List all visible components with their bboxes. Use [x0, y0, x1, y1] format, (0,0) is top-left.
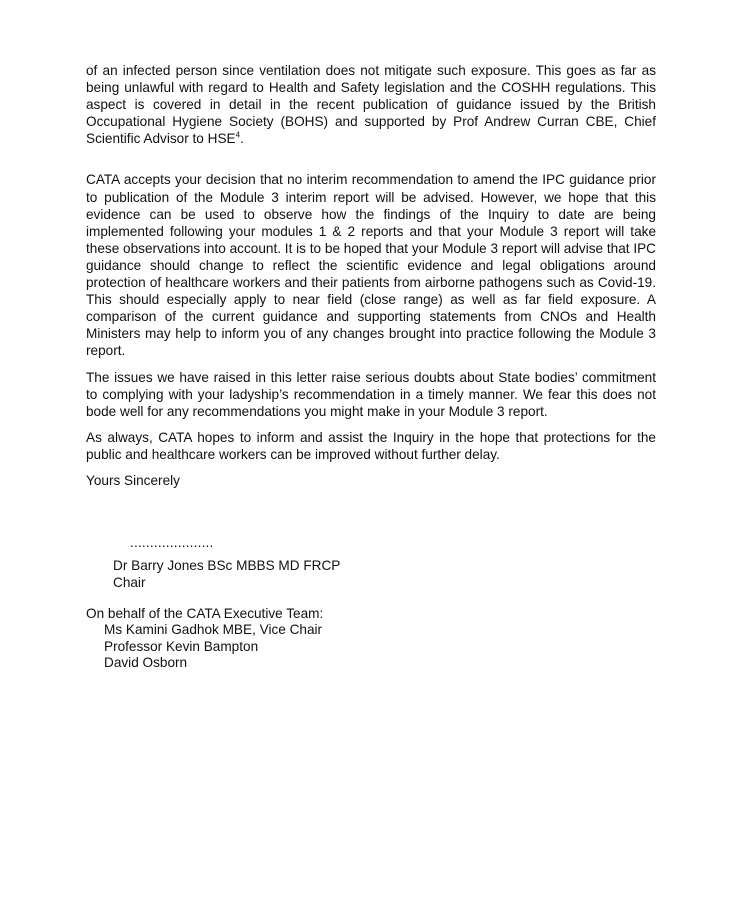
on-behalf-heading: On behalf of the CATA Executive Team: [86, 606, 324, 621]
team-member: Professor Kevin Bampton [104, 638, 259, 654]
letter-body [86, 62, 656, 489]
team-member: Ms Kamini Gadhok MBE, Vice Chair [104, 622, 323, 638]
paragraph-text: of an infected person since ventilation does not mitigate such exposure. This goes as far as being unlawful with regard to Health and Safety legislation and the COSHH regulations. This aspect is covered in detail in the recent publication of guidance issued by the British Occupational Hygiene Society (BOHS) and supported by Prof Andrew Curran CBE, Chief Scientific Advisor to HSE [86, 63, 656, 147]
paragraph-ventilation [86, 62, 656, 147]
on-behalf-block [86, 606, 323, 671]
signatory-name: Dr Barry Jones BSc MBBS MD FRCP [113, 558, 341, 573]
paragraph-as-always: As always, CATA hopes to inform and assist the Inquiry in the hope that protections for the public and healthcare workers can be improved without further delay. [86, 429, 656, 462]
signatory-title: Chair [113, 574, 146, 590]
paragraph-ipc-guidance: CATA accepts your decision that no interim recommendation to amend the IPC guidance prior to publication of the Module 3 interim report will be advised. However, we hope that this evidence can be used to observe how the findings of the Inquiry to date are being implemented following your modules 1 & 2 reports and that your Module 3 report will take these observations into account. It is to be hoped that your Module 3 report will advise that IPC guidance should change to reflect the scientific evidence and legal obligations around protection of healthcare workers and their patients from airborne pathogens such as Covid-19. This should especially apply to near field (close range) as well as far field exposure. A comparison of the current guidance and supporting statements from CNOs and Health Ministers may help to inform you of any changes brought into practice following the Module 3 report. [86, 172, 656, 359]
paragraph-state-bodies: The issues we have raised in this letter raise serious doubts about State bodies’ commitment to complying with your ladyship’s recommendation in a timely manner. We fear this does not bode well for any recommendations you might make in your Module 3 report. [86, 369, 656, 419]
closing-salutation: Yours Sincerely [86, 472, 180, 488]
team-member: David Osborn [104, 654, 188, 670]
signature-line: ..................... [130, 535, 214, 550]
footnote-reference[interactable]: 4 [235, 130, 241, 140]
paragraph-suffix: . [240, 131, 244, 147]
signatory-block [113, 558, 340, 591]
